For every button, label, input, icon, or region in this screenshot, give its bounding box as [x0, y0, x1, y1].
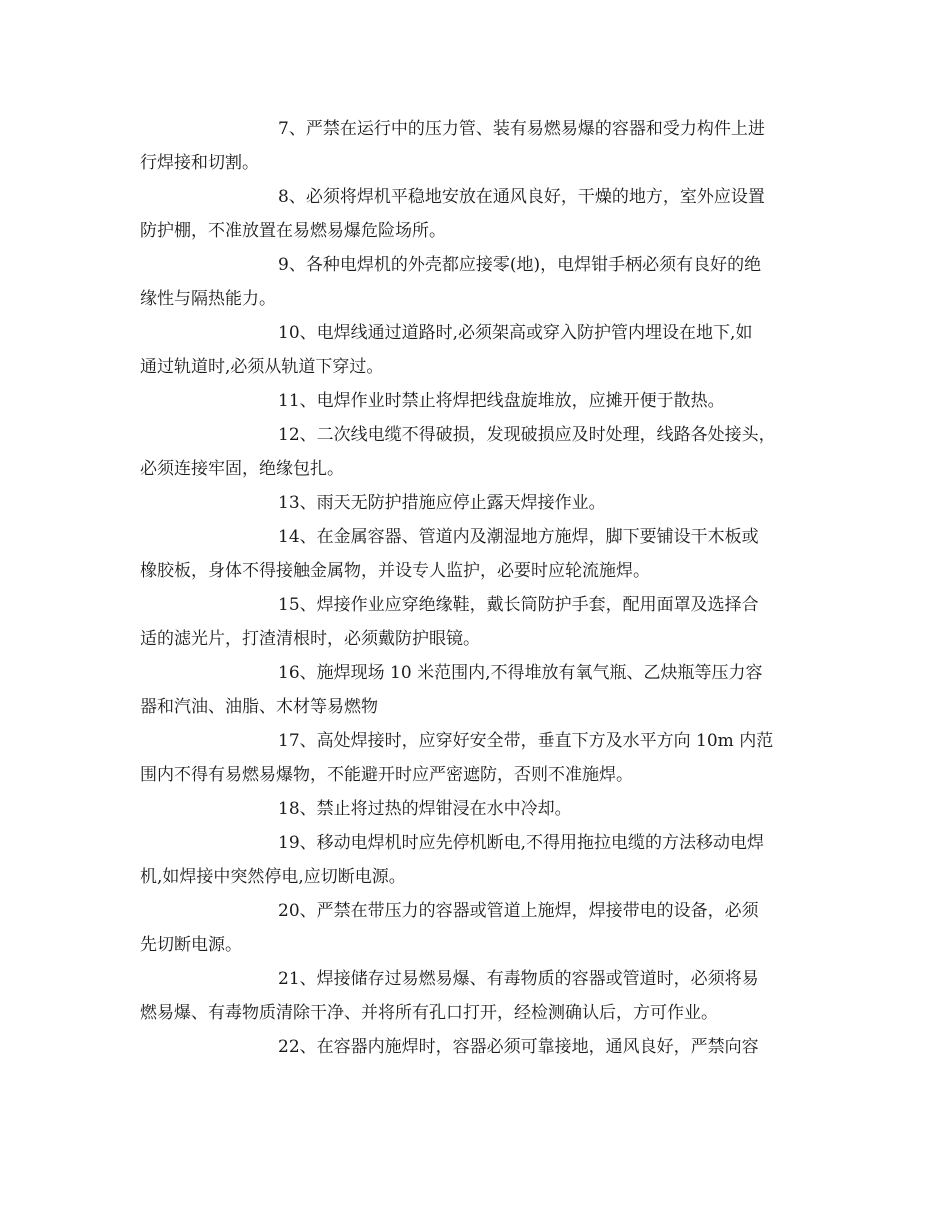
paragraph-line: 8、必须将焊机平稳地安放在通风良好，干燥的地方，室外应设置	[278, 187, 765, 207]
paragraph-line: 行焊接和切割。	[140, 153, 259, 173]
paragraph	[140, 724, 820, 792]
paragraph-line: 适的滤光片，打渣清根时，必须戴防护眼镜。	[140, 629, 480, 649]
paragraph-line: 必须连接牢固，绝缘包扎。	[140, 459, 344, 479]
paragraph	[140, 486, 820, 520]
paragraph-line: 橡胶板，身体不得接触金属物，并设专人监护，必要时应轮流施焊。	[140, 561, 650, 581]
paragraph-line: 燃易爆、有毒物质清除干净、并将所有孔口打开，经检测确认后，方可作业。	[140, 1003, 718, 1023]
paragraph-line: 机,如焊接中突然停电,应切断电源。	[140, 867, 406, 887]
paragraph	[140, 656, 820, 724]
paragraph-line: 12、二次线电缆不得破损，发现破损应及时处理，线路各处接头，	[278, 425, 776, 445]
paragraph	[140, 894, 820, 962]
paragraph	[140, 588, 820, 656]
paragraph-line: 7、严禁在运行中的压力管、装有易燃易爆的容器和受力构件上进	[278, 119, 765, 139]
paragraph-line: 15、焊接作业应穿绝缘鞋，戴长筒防护手套，配用面罩及选择合	[278, 595, 759, 615]
paragraph	[140, 1030, 820, 1064]
paragraph	[140, 792, 820, 826]
paragraph-line: 20、严禁在带压力的容器或管道上施焊，焊接带电的设备，必须	[278, 901, 759, 921]
paragraph-line: 21、焊接储存过易燃易爆、有毒物质的容器或管道时，必须将易	[278, 969, 759, 989]
paragraph	[140, 520, 820, 588]
paragraph	[140, 112, 820, 180]
paragraph-line: 通过轨道时,必须从轨道下穿过。	[140, 357, 384, 377]
paragraph	[140, 316, 820, 384]
paragraph	[140, 248, 820, 316]
paragraph-line: 19、移动电焊机时应先停机断电,不得用拖拉电缆的方法移动电焊	[278, 833, 765, 853]
paragraph-line: 14、在金属容器、管道内及潮湿地方施焊，脚下要铺设干木板或	[278, 527, 759, 547]
paragraph	[140, 384, 820, 418]
paragraph-line: 9、各种电焊机的外壳都应接零(地)，电焊钳手柄必须有良好的绝	[278, 255, 762, 275]
paragraph-line: 11、电焊作业时禁止将焊把线盘旋堆放，应摊开便于散热。	[278, 391, 725, 411]
paragraph-line: 22、在容器内施焊时，容器必须可靠接地，通风良好，严禁向容	[278, 1037, 759, 1057]
paragraph-line: 13、雨天无防护措施应停止露天焊接作业。	[278, 493, 606, 513]
paragraph-line: 围内不得有易燃易爆物，不能避开时应严密遮防，否则不准施焊。	[140, 765, 633, 785]
paragraph-line: 缘性与隔热能力。	[140, 289, 276, 309]
document-body	[140, 112, 820, 1064]
paragraph	[140, 180, 820, 248]
paragraph	[140, 962, 820, 1030]
paragraph-line: 器和汽油、油脂、木材等易燃物	[140, 697, 378, 717]
paragraph-line: 17、高处焊接时，应穿好安全带，垂直下方及水平方向 10m 内范	[278, 731, 774, 751]
paragraph	[140, 826, 820, 894]
paragraph	[140, 418, 820, 486]
paragraph-line: 18、禁止将过热的焊钳浸在水中冷却。	[278, 799, 572, 819]
paragraph-line: 先切断电源。	[140, 935, 242, 955]
paragraph-line: 16、施焊现场 10 米范围内,不得堆放有氧气瓶、乙炔瓶等压力容	[278, 663, 763, 683]
paragraph-line: 10、电焊线通过道路时,必须架高或穿入防护管内埋设在地下,如	[278, 323, 753, 343]
paragraph-line: 防护棚，不准放置在易燃易爆危险场所。	[140, 221, 446, 241]
